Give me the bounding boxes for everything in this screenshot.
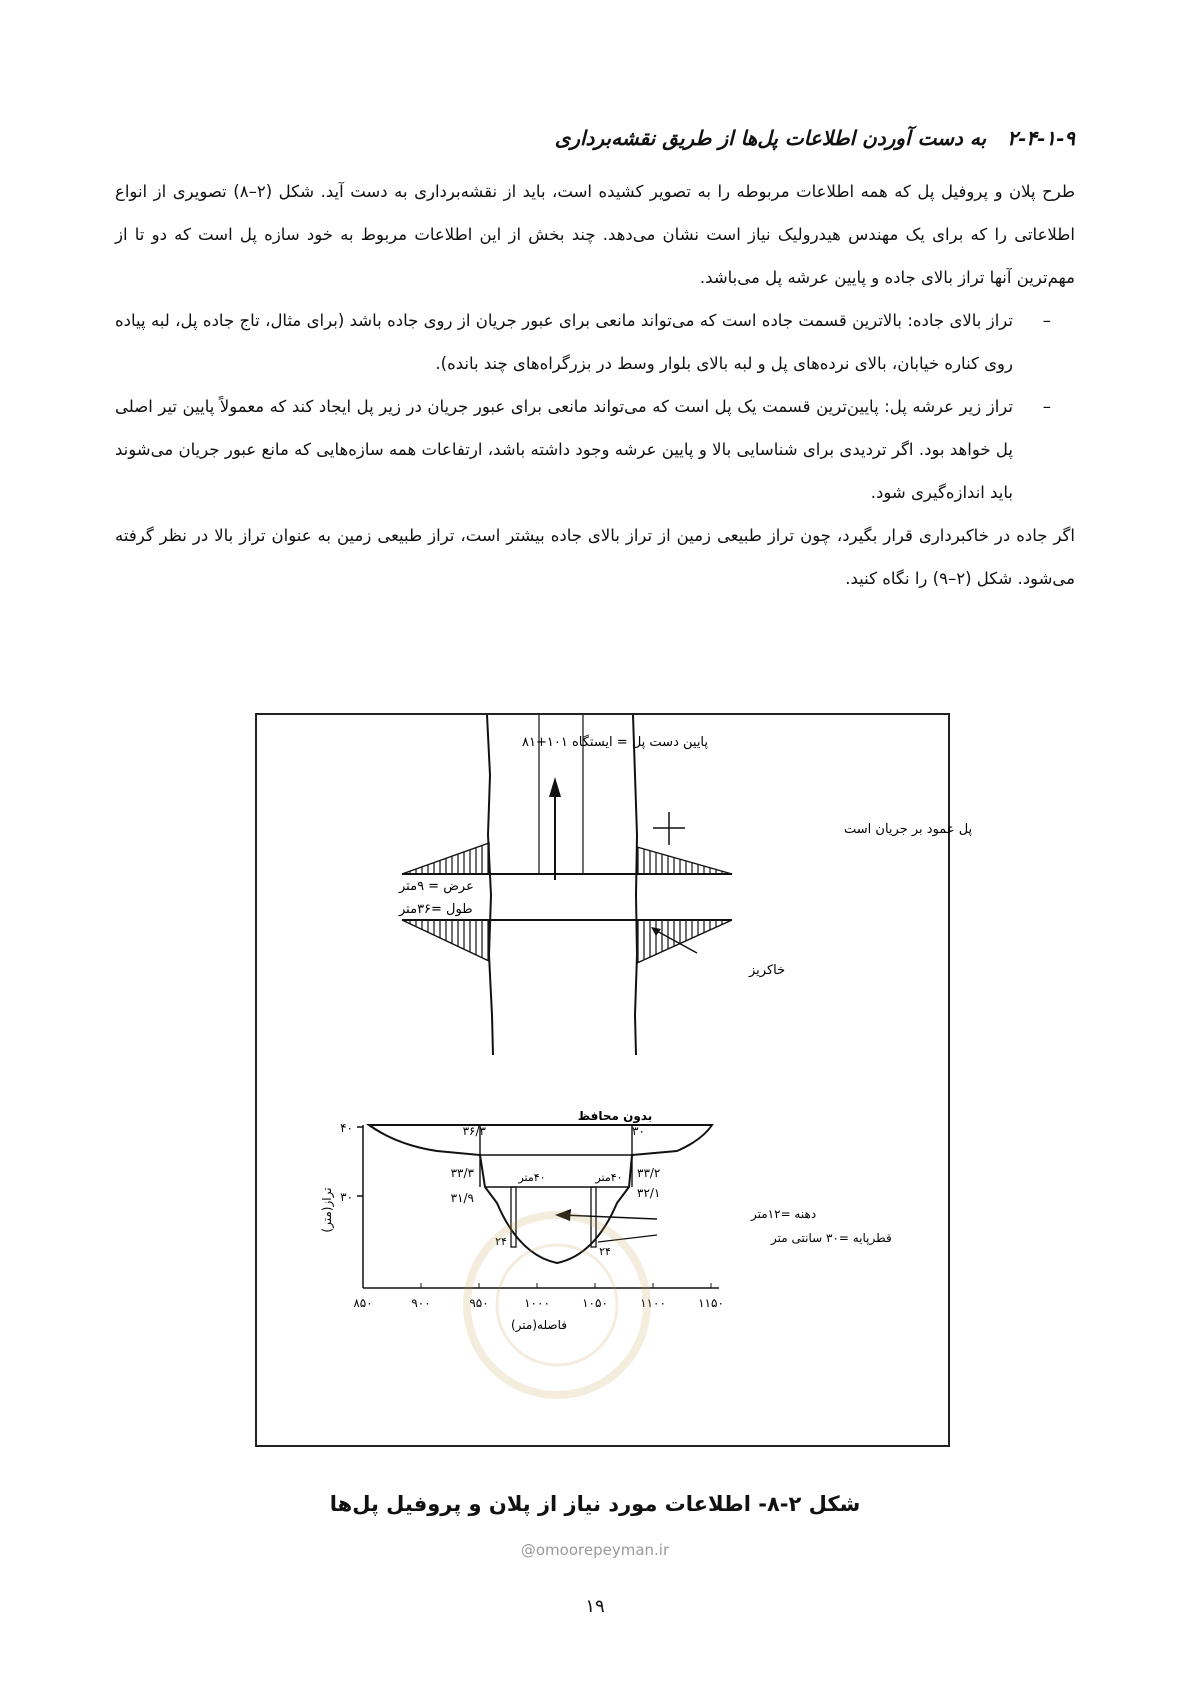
x-tick-label: ۹۰۰ [411, 1296, 431, 1310]
elev-right-top: ۳۰ [632, 1124, 645, 1138]
embankment-upper-right [637, 847, 732, 874]
watermark-url: @omoorepeyman.ir [520, 1541, 670, 1559]
bridge-figure [257, 715, 973, 1445]
length-label: طول =۳۶متر [399, 902, 473, 917]
figure-caption: شکل ۲-۸- اطلاعات مورد نیاز از پلان و پروفیل پل‌ها [329, 1492, 861, 1516]
pier-right-label: ۲۴ [599, 1245, 611, 1258]
y-axis-label: تراز(متر) [320, 1187, 334, 1233]
x-tick-label: ۱۰۵۰ [582, 1296, 608, 1310]
embankment-label: خاکریز [749, 963, 786, 978]
x-tick-label: ۸۵۰ [353, 1296, 373, 1310]
y-tick-label: ۳۰ [340, 1190, 353, 1204]
width-label: عرض = ۹متر [399, 879, 474, 894]
profile-view [320, 1109, 892, 1333]
elev-left-top: ۳۶/۳ [462, 1124, 486, 1138]
figure-frame [255, 713, 973, 1447]
bullet-dash: – [1042, 397, 1051, 416]
section-title: به دست آوردن اطلاعات پل‌ها از طریق نقشه‌برداری [554, 126, 987, 150]
span-left-label: ۴۰متر [518, 1171, 546, 1184]
section-heading [175, 126, 1075, 150]
flow-arrow-icon [549, 777, 561, 797]
pier-left-label: ۲۴ [495, 1235, 507, 1248]
embankment-upper-left [402, 843, 489, 874]
river-right-bank [633, 715, 637, 1055]
elev-left-low: ۳۱/۹ [450, 1191, 474, 1205]
bullet-list [115, 299, 1075, 514]
profile-title: بدون محافظ [577, 1109, 653, 1123]
page-number: ۱۹ [585, 1596, 605, 1617]
opening-label: دهنه =۱۲متر [751, 1207, 817, 1221]
bullet-road-top [115, 299, 1075, 385]
river-left-bank [487, 715, 493, 1055]
span-right-label: ۴۰متر [595, 1171, 623, 1184]
seal-ring [467, 1215, 647, 1395]
bullet-dash: – [1042, 311, 1051, 330]
embankment-lower-right [637, 920, 732, 963]
body-text [115, 170, 1075, 600]
bullet-deck-bottom [115, 385, 1075, 514]
bullet-text: تراز بالای جاده: بالاترین قسمت جاده است که می‌تواند مانعی برای عبور جریان از روی جاده باشد (برای مثال، تاج جاده پل، لبه پیاده روی کناره خیابان، بالای نرده‌های پل و لبه بالای بلوار وسط در بزرگراه‌های چند بانده). [115, 311, 1013, 373]
pier-left [511, 1187, 516, 1247]
x-tick-label: ۱۱۵۰ [698, 1296, 724, 1310]
elev-left-mid: ۳۳/۳ [450, 1166, 474, 1180]
x-ticks [353, 1283, 724, 1310]
x-tick-label: ۱۰۰۰ [524, 1296, 550, 1310]
paragraph-intro: طرح پلان و پروفیل پل که همه اطلاعات مربوطه را به تصویر کشیده است، باید از نقشه‌برداری به دست آید. شکل (۲–۸) تصویری از انواع اطلاعاتی را که برای یک مهندس هیدرولیک نیاز است نشان می‌دهد. چند بخش از این اطلاعات مربوط به خود سازه پل است که دو تا از مهم‌ترین آنها تراز بالای جاده و پایین عرشه پل می‌باشد. [115, 182, 1076, 287]
y-tick-label: ۴۰ [340, 1121, 353, 1135]
perpendicular-label: پل عمود بر جریان است [844, 822, 973, 837]
x-tick-label: ۱۱۰۰ [640, 1296, 666, 1310]
watermark-seal [467, 1215, 647, 1395]
ground-profile [369, 1125, 712, 1263]
pier-diameter-label: قطرپایه =۳۰ سانتی متر [771, 1231, 892, 1245]
x-tick-label: ۹۵۰ [469, 1296, 489, 1310]
section-number: ۲-۴-۱-۹ [1007, 126, 1075, 150]
plan-view [398, 715, 973, 1055]
bullet-text: تراز زیر عرشه پل: پایین‌ترین قسمت یک پل است که می‌تواند مانعی برای عبور جریان در زیر پل ایجاد کند که معمولاً پایین تیر اصلی پل خواهد بود. اگر تردیدی برای شناسایی بالا و پایین عرشه وجود داشته باشد، ارتفاعات همه سازه‌هایی که مانع عبور جریان می‌شوند باید اندازه‌گیری شود. [115, 397, 1013, 502]
elev-right-low: ۳۲/۱ [637, 1186, 661, 1200]
elev-right-mid: ۳۳/۲ [637, 1166, 661, 1180]
paragraph-cut: اگر جاده در خاکبرداری قرار بگیرد، چون تراز طبیعی زمین از تراز بالای جاده بیشتر است، تراز طبیعی زمین به عنوان تراز بالا در نظر گرفته می‌شود. شکل (۲–۹) را نگاه کنید. [115, 526, 1075, 588]
station-label: پایین دست پل = ایستگاه ۱۰۱+۸۱ [522, 735, 709, 750]
pier-pointer [598, 1235, 657, 1242]
embankment-lower-left [402, 920, 489, 961]
x-axis-label: فاصله(متر) [510, 1318, 568, 1332]
